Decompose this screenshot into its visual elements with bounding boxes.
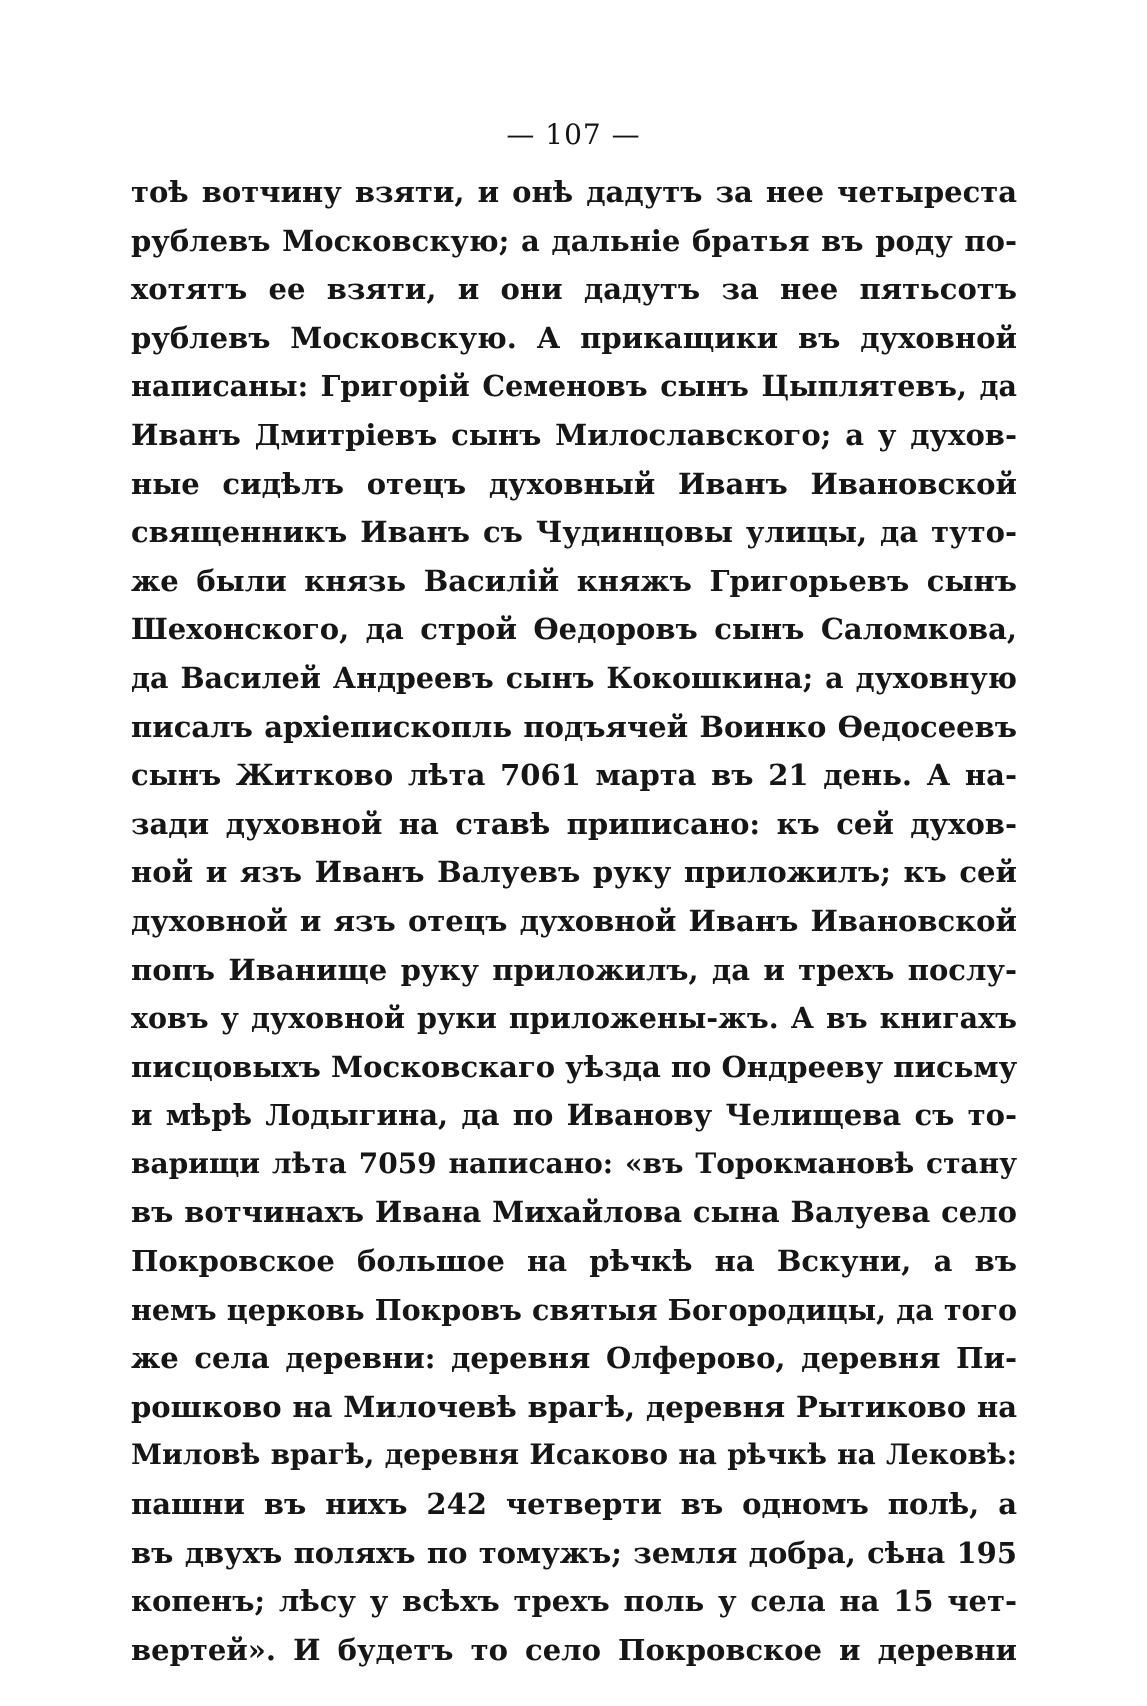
page-number: — 107 — xyxy=(506,118,641,151)
text-line: немъ церковь Покровъ святыя Богородицы, да того xyxy=(131,1292,1017,1327)
text-line: хотятъ ее взяти, и они дадутъ за нее пятьсотъ xyxy=(131,272,1017,307)
text-line: варищи лѣта 7059 написано: «въ Торокмановѣ стану xyxy=(131,1146,1017,1180)
text-line: рублевъ Московскую; а дальніе братья въ роду по- xyxy=(131,223,1017,258)
text-line: же были князь Василій княжъ Григорьевъ сынъ xyxy=(131,563,1017,598)
text-line: да Василей Андреевъ сынъ Кокошкина; а духовную xyxy=(131,660,1017,695)
text-line: же села деревни: деревня Олферово, деревня Пи- xyxy=(131,1341,1017,1376)
text-line: Иванъ Дмитріевъ сынъ Милославского; а у духов- xyxy=(131,417,1017,452)
text-line: Миловѣ врагѣ, деревня Исаково на рѣчкѣ на Лековѣ: xyxy=(131,1438,1017,1472)
text-line: копенъ; лѣсу у всѣхъ трехъ поль у села на 15 чет- xyxy=(131,1584,1017,1619)
text-line: писцовыхъ Московскаго уѣзда по Ондрееву письму xyxy=(131,1049,1017,1084)
text-line: ной и язъ Иванъ Валуевъ руку приложилъ; къ сей xyxy=(131,855,1017,890)
text-line: писалъ архіепископль подъячей Воинко Өедосеевъ xyxy=(131,709,1017,744)
text-line: пашни въ нихъ 242 четверти въ одномъ полѣ, а xyxy=(131,1487,1017,1522)
text-line: рошково на Милочевѣ врагѣ, деревня Рытиково на xyxy=(131,1389,1017,1424)
text-line: Покровское большое на рѣчкѣ на Вскуни, а въ xyxy=(131,1244,1017,1279)
text-line: рублевъ Московскую. А прикащики въ духовной xyxy=(131,320,1017,355)
text-line: попъ Иванище руку приложилъ, да и трехъ послу- xyxy=(131,952,1017,987)
text-line: сынъ Житково лѣта 7061 марта въ 21 день. А на- xyxy=(131,758,1017,793)
body-text xyxy=(131,168,1017,1674)
text-line: священникъ Иванъ съ Чудинцовы улицы, да туто- xyxy=(131,515,1017,550)
text-line: ные сидѣлъ отецъ духовный Иванъ Ивановской xyxy=(131,466,1017,501)
text-line: Шехонского, да строй Өедоровъ сынъ Саломкова, xyxy=(131,612,1017,647)
text-line: вертей». И будетъ то село Покровское и деревни xyxy=(131,1632,1017,1667)
text-line: тоѣ вотчину взяти, и онѣ дадутъ за нее четыреста xyxy=(131,175,1017,209)
text-line: въ двухъ поляхъ по томужъ; земля добра, сѣна 195 xyxy=(131,1535,1017,1570)
text-line: написаны: Григорій Семеновъ сынъ Цыплятевъ, да xyxy=(131,369,1017,404)
text-line: зади духовной на ставѣ приписано: къ сей духов- xyxy=(131,806,1017,841)
text-line: и мѣрѣ Лодыгина, да по Иванову Челищева съ то- xyxy=(131,1098,1017,1133)
text-line: духовной и язъ отецъ духовной Иванъ Ивановской xyxy=(131,903,1017,938)
text-line: въ вотчинахъ Ивана Михайлова сына Валуева село xyxy=(131,1195,1017,1230)
text-line: ховъ у духовной руки приложены-жъ. А въ книгахъ xyxy=(131,1001,1017,1036)
